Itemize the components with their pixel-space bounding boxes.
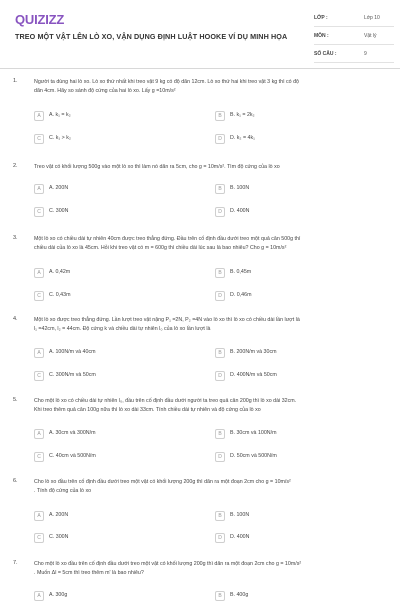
option-text: A. k₁ = k₂ <box>49 112 71 118</box>
option-text: D. 50cm và 500N/m <box>230 453 277 459</box>
option-d[interactable] <box>215 206 363 218</box>
option-text: D. 400N <box>230 208 250 214</box>
question-number: 1. <box>13 78 18 84</box>
question-line: Treo vật có khối lượng 500g vào một lò xo thì làm nó dãn ra 5cm, cho g = 10m/s². Tìm độ cứng của lò xo <box>34 164 280 170</box>
option-letter-box: B <box>215 511 225 521</box>
question-line: . Muốn Δl = 5cm thì treo thêm m' là bao nhiêu? <box>34 570 144 576</box>
option-c[interactable] <box>34 370 182 382</box>
option-text: A. 30cm và 300N/m <box>49 430 96 436</box>
option-a[interactable] <box>34 428 182 440</box>
option-text: B. 30cm và 100N/m <box>230 430 277 436</box>
option-d[interactable] <box>215 451 363 463</box>
question-text <box>34 397 389 415</box>
worksheet-meta <box>314 12 394 66</box>
meta-value: Vật lý <box>364 33 377 39</box>
option-a[interactable] <box>34 347 182 359</box>
option-text: D. k₂ = 4k₁ <box>230 135 255 141</box>
option-text: B. 0,45m <box>230 269 252 275</box>
option-letter-box: C <box>34 452 44 462</box>
option-d[interactable] <box>215 133 363 145</box>
question-text <box>34 235 389 253</box>
option-text: A. 200N <box>49 512 69 518</box>
question-line: dãn 4cm. Hãy so sánh độ cứng của hai lò xo. Lấy g =10m/s² <box>34 88 176 94</box>
option-letter-box: A <box>34 348 44 358</box>
option-letter-box: B <box>215 184 225 194</box>
option-a[interactable] <box>34 183 182 195</box>
option-b[interactable] <box>215 510 363 522</box>
option-b[interactable] <box>215 428 363 440</box>
question-text <box>34 163 389 172</box>
option-letter-box: D <box>215 207 225 217</box>
option-letter-box: D <box>215 291 225 301</box>
option-b[interactable] <box>215 347 363 359</box>
option-a[interactable] <box>34 510 182 522</box>
option-letter-box: C <box>34 134 44 144</box>
worksheet-title: TREO MỘT VẬT LÊN LÒ XO, VẬN DỤNG ĐỊNH LUẬT HOOKE VÍ DỤ MINH HỌA <box>15 32 288 41</box>
option-text: D. 400N <box>230 534 250 540</box>
option-letter-box: D <box>215 452 225 462</box>
question-line: . Tính độ cứng của lò xo <box>34 488 92 494</box>
option-text: B. 200N/m và 30cm <box>230 349 277 355</box>
option-text: C. 40cm và 500N/m <box>49 453 96 459</box>
question-line: Khi treo thêm quả cân 100g nữa thì lò xo dài 33cm. Tính chiều dài tự nhiên và độ cứng của lò xo <box>34 407 261 413</box>
question-line: Một lò xo được treo thẳng đứng. Lần lượt treo vật nặng P₁ =2N, P₂ =4N vào lò xo thì lò xo có chiều dài lần lượt là <box>34 317 300 323</box>
option-b[interactable] <box>215 590 363 602</box>
option-d[interactable] <box>215 532 363 544</box>
option-letter-box: C <box>34 291 44 301</box>
question-number: 5. <box>13 397 18 403</box>
option-letter-box: B <box>215 591 225 601</box>
option-letter-box: A <box>34 268 44 278</box>
option-text: B. 100N <box>230 512 250 518</box>
option-c[interactable] <box>34 133 182 145</box>
option-b[interactable] <box>215 183 363 195</box>
option-text: C. 300N/m và 50cm <box>49 372 96 378</box>
option-letter-box: D <box>215 533 225 543</box>
quizizz-logo: QUIZIZZ <box>15 12 65 27</box>
option-c[interactable] <box>34 451 182 463</box>
question-number: 4. <box>13 316 18 322</box>
option-letter-box: A <box>34 111 44 121</box>
option-a[interactable] <box>34 590 182 602</box>
option-text: C. 300N <box>49 208 69 214</box>
meta-row-class <box>314 12 394 27</box>
meta-label: MÔN : <box>314 33 329 39</box>
question-text <box>34 478 389 496</box>
question-line: Cho một lò xo đầu trên cố định đầu dưới treo một vật có khối lượng 200g thì dãn ra một đoạn 2cm cho g = 10m/s² <box>34 561 302 567</box>
question-text <box>34 560 389 578</box>
option-c[interactable] <box>34 206 182 218</box>
option-letter-box: B <box>215 429 225 439</box>
question-text <box>34 78 389 96</box>
option-letter-box: B <box>215 268 225 278</box>
option-text: B. 100N <box>230 185 250 191</box>
question-line: Một lò xo có chiều dài tự nhiên 40cm được treo thẳng đứng. Đầu trên cố định đầu dưới treo một quả cân 500g thì <box>34 236 301 242</box>
option-text: A. 0,42m <box>49 269 71 275</box>
option-text: A. 100N/m và 40cm <box>49 349 96 355</box>
option-b[interactable] <box>215 267 363 279</box>
meta-value: 9 <box>364 51 367 57</box>
question-line: Cho một lò xo có chiều dài tự nhiên l₀, đầu trên cố định đầu dưới người ta treo quả cân 200g thì lò xo dài 32cm. <box>34 398 297 404</box>
option-b[interactable] <box>215 110 363 122</box>
option-letter-box: B <box>215 348 225 358</box>
option-text: B. 400g <box>230 592 249 598</box>
question-text <box>34 316 389 334</box>
meta-value: Lớp 10 <box>364 15 380 21</box>
question-number: 2. <box>13 163 18 169</box>
meta-label: LỚP : <box>314 15 328 21</box>
option-text: D. 400N/m và 50cm <box>230 372 277 378</box>
option-d[interactable] <box>215 290 363 302</box>
option-c[interactable] <box>34 290 182 302</box>
option-text: C. 0,43m <box>49 292 71 298</box>
option-text: A. 300g <box>49 592 68 598</box>
question-line: l₁ =42cm, l₂ = 44cm. Độ cứng k và chiều dài tự nhiên l₀ của lò xo lần lượt là <box>34 326 211 332</box>
option-letter-box: C <box>34 533 44 543</box>
option-letter-box: A <box>34 511 44 521</box>
option-text: C. 300N <box>49 534 69 540</box>
option-a[interactable] <box>34 267 182 279</box>
option-letter-box: D <box>215 371 225 381</box>
option-letter-box: C <box>34 371 44 381</box>
option-text: B. k₁ = 2k₂ <box>230 112 255 118</box>
option-letter-box: A <box>34 184 44 194</box>
option-letter-box: A <box>34 429 44 439</box>
option-a[interactable] <box>34 110 182 122</box>
question-number: 7. <box>13 560 18 566</box>
meta-label: SỐ CÂU : <box>314 51 337 57</box>
option-text: C. k₁ > k₂ <box>49 135 71 141</box>
question-line: Người ta dùng hai lò xo. Lò xo thứ nhất khi treo vật 9 kg có độ dãn 12cm. Lò xo thứ hai khi treo vật 3 kg thì có độ <box>34 79 299 85</box>
meta-row-count <box>314 48 394 63</box>
question-number: 6. <box>13 478 18 484</box>
worksheet-header <box>0 0 400 69</box>
option-text: A. 200N <box>49 185 69 191</box>
question-line: chiều dài của lò xo là 45cm. Hỏi khi treo vật có m = 600g thì chiều dài lúc sau là bao nhiêu? Cho g = 10m/s² <box>34 245 287 251</box>
option-text: D. 0,46m <box>230 292 252 298</box>
option-letter-box: D <box>215 134 225 144</box>
question-number: 3. <box>13 235 18 241</box>
option-d[interactable] <box>215 370 363 382</box>
option-letter-box: C <box>34 207 44 217</box>
option-letter-box: B <box>215 111 225 121</box>
question-line: Cho lò xo đầu trên cố định đầu dưới treo một vật có khối lượng 200g thì dãn ra một đoạn 2cm cho g = 10m/s² <box>34 479 291 485</box>
option-c[interactable] <box>34 532 182 544</box>
option-letter-box: A <box>34 591 44 601</box>
meta-row-subject <box>314 30 394 45</box>
